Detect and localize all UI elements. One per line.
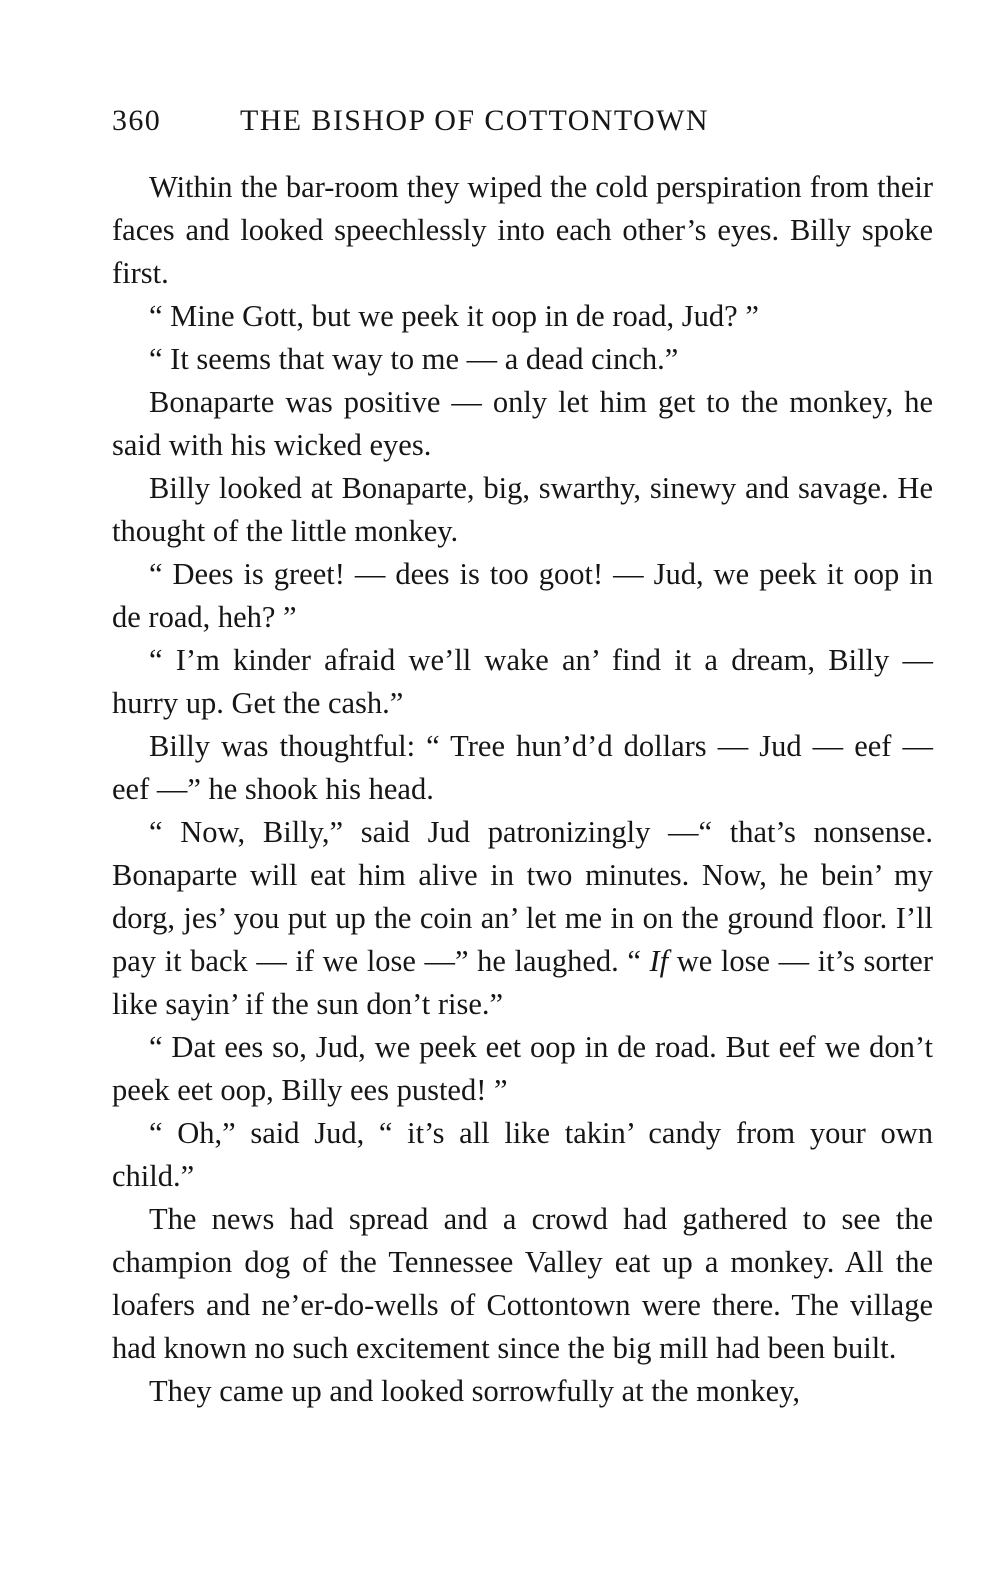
paragraph-1: Within the bar-room they wiped the cold perspiration from their faces and looked speechlessly into each other’s eyes. Billy spoke first. [112, 170, 933, 290]
paragraph-2: “ Mine Gott, but we peek it oop in de road, Jud? ” [149, 299, 759, 333]
paragraph-13: They came up and looked sorrowfully at the monkey, [149, 1374, 801, 1408]
paragraph-9-text-before: “ Now, Billy,” said Jud patronizingly —“ that’s nonsense. Bonaparte will eat him alive in two minutes. Now, he bein’ my dorg, jes’ you put up the coin an’ let me in on the ground floor. I’ll pay it back — if we lose —” he laughed. “ [112, 815, 933, 978]
paragraph-9 [112, 811, 933, 1026]
paragraph-9-italic-word: If [649, 944, 669, 978]
paragraph-3: “ It seems that way to me — a dead cinch.” [149, 342, 679, 376]
paragraph-7: “ I’m kinder afraid we’ll wake an’ find it a dream, Billy — hurry up. Get the cash.” [112, 643, 933, 720]
paragraph-10: “ Dat ees so, Jud, we peek eet oop in de road. But eef we don’t peek eet oop, Billy ees pusted! ” [112, 1030, 933, 1107]
paragraph-12: The news had spread and a crowd had gathered to see the champion dog of the Tennessee Valley eat up a monkey. All the loafers and ne’er-do-wells of Cottontown were there. The village had known no such excitement since the big mill had been built. [112, 1202, 933, 1365]
paragraph-11: “ Oh,” said Jud, “ it’s all like takin’ candy from your own child.” [112, 1116, 933, 1193]
body-text [112, 166, 933, 1413]
paragraph-9-text-after: we lose — it’s sorter like sayin’ if the sun don’t rise.” [112, 944, 933, 1021]
paragraph-8: Billy was thoughtful: “ Tree hun’d’d dollars — Jud — eef — eef —” he shook his head. [112, 729, 933, 806]
book-title: THE BISHOP OF COTTONTOWN [240, 104, 709, 137]
paragraph-4: Bonaparte was positive — only let him get to the monkey, he said with his wicked eyes. [112, 385, 933, 462]
running-head [112, 98, 872, 144]
paragraph-6: “ Dees is greet! — dees is too goot! — Jud, we peek it oop in de road, heh? ” [112, 557, 933, 634]
paragraph-5: Billy looked at Bonaparte, big, swarthy, sinewy and savage. He thought of the little monkey. [112, 471, 933, 548]
page-number: 360 [112, 104, 162, 137]
